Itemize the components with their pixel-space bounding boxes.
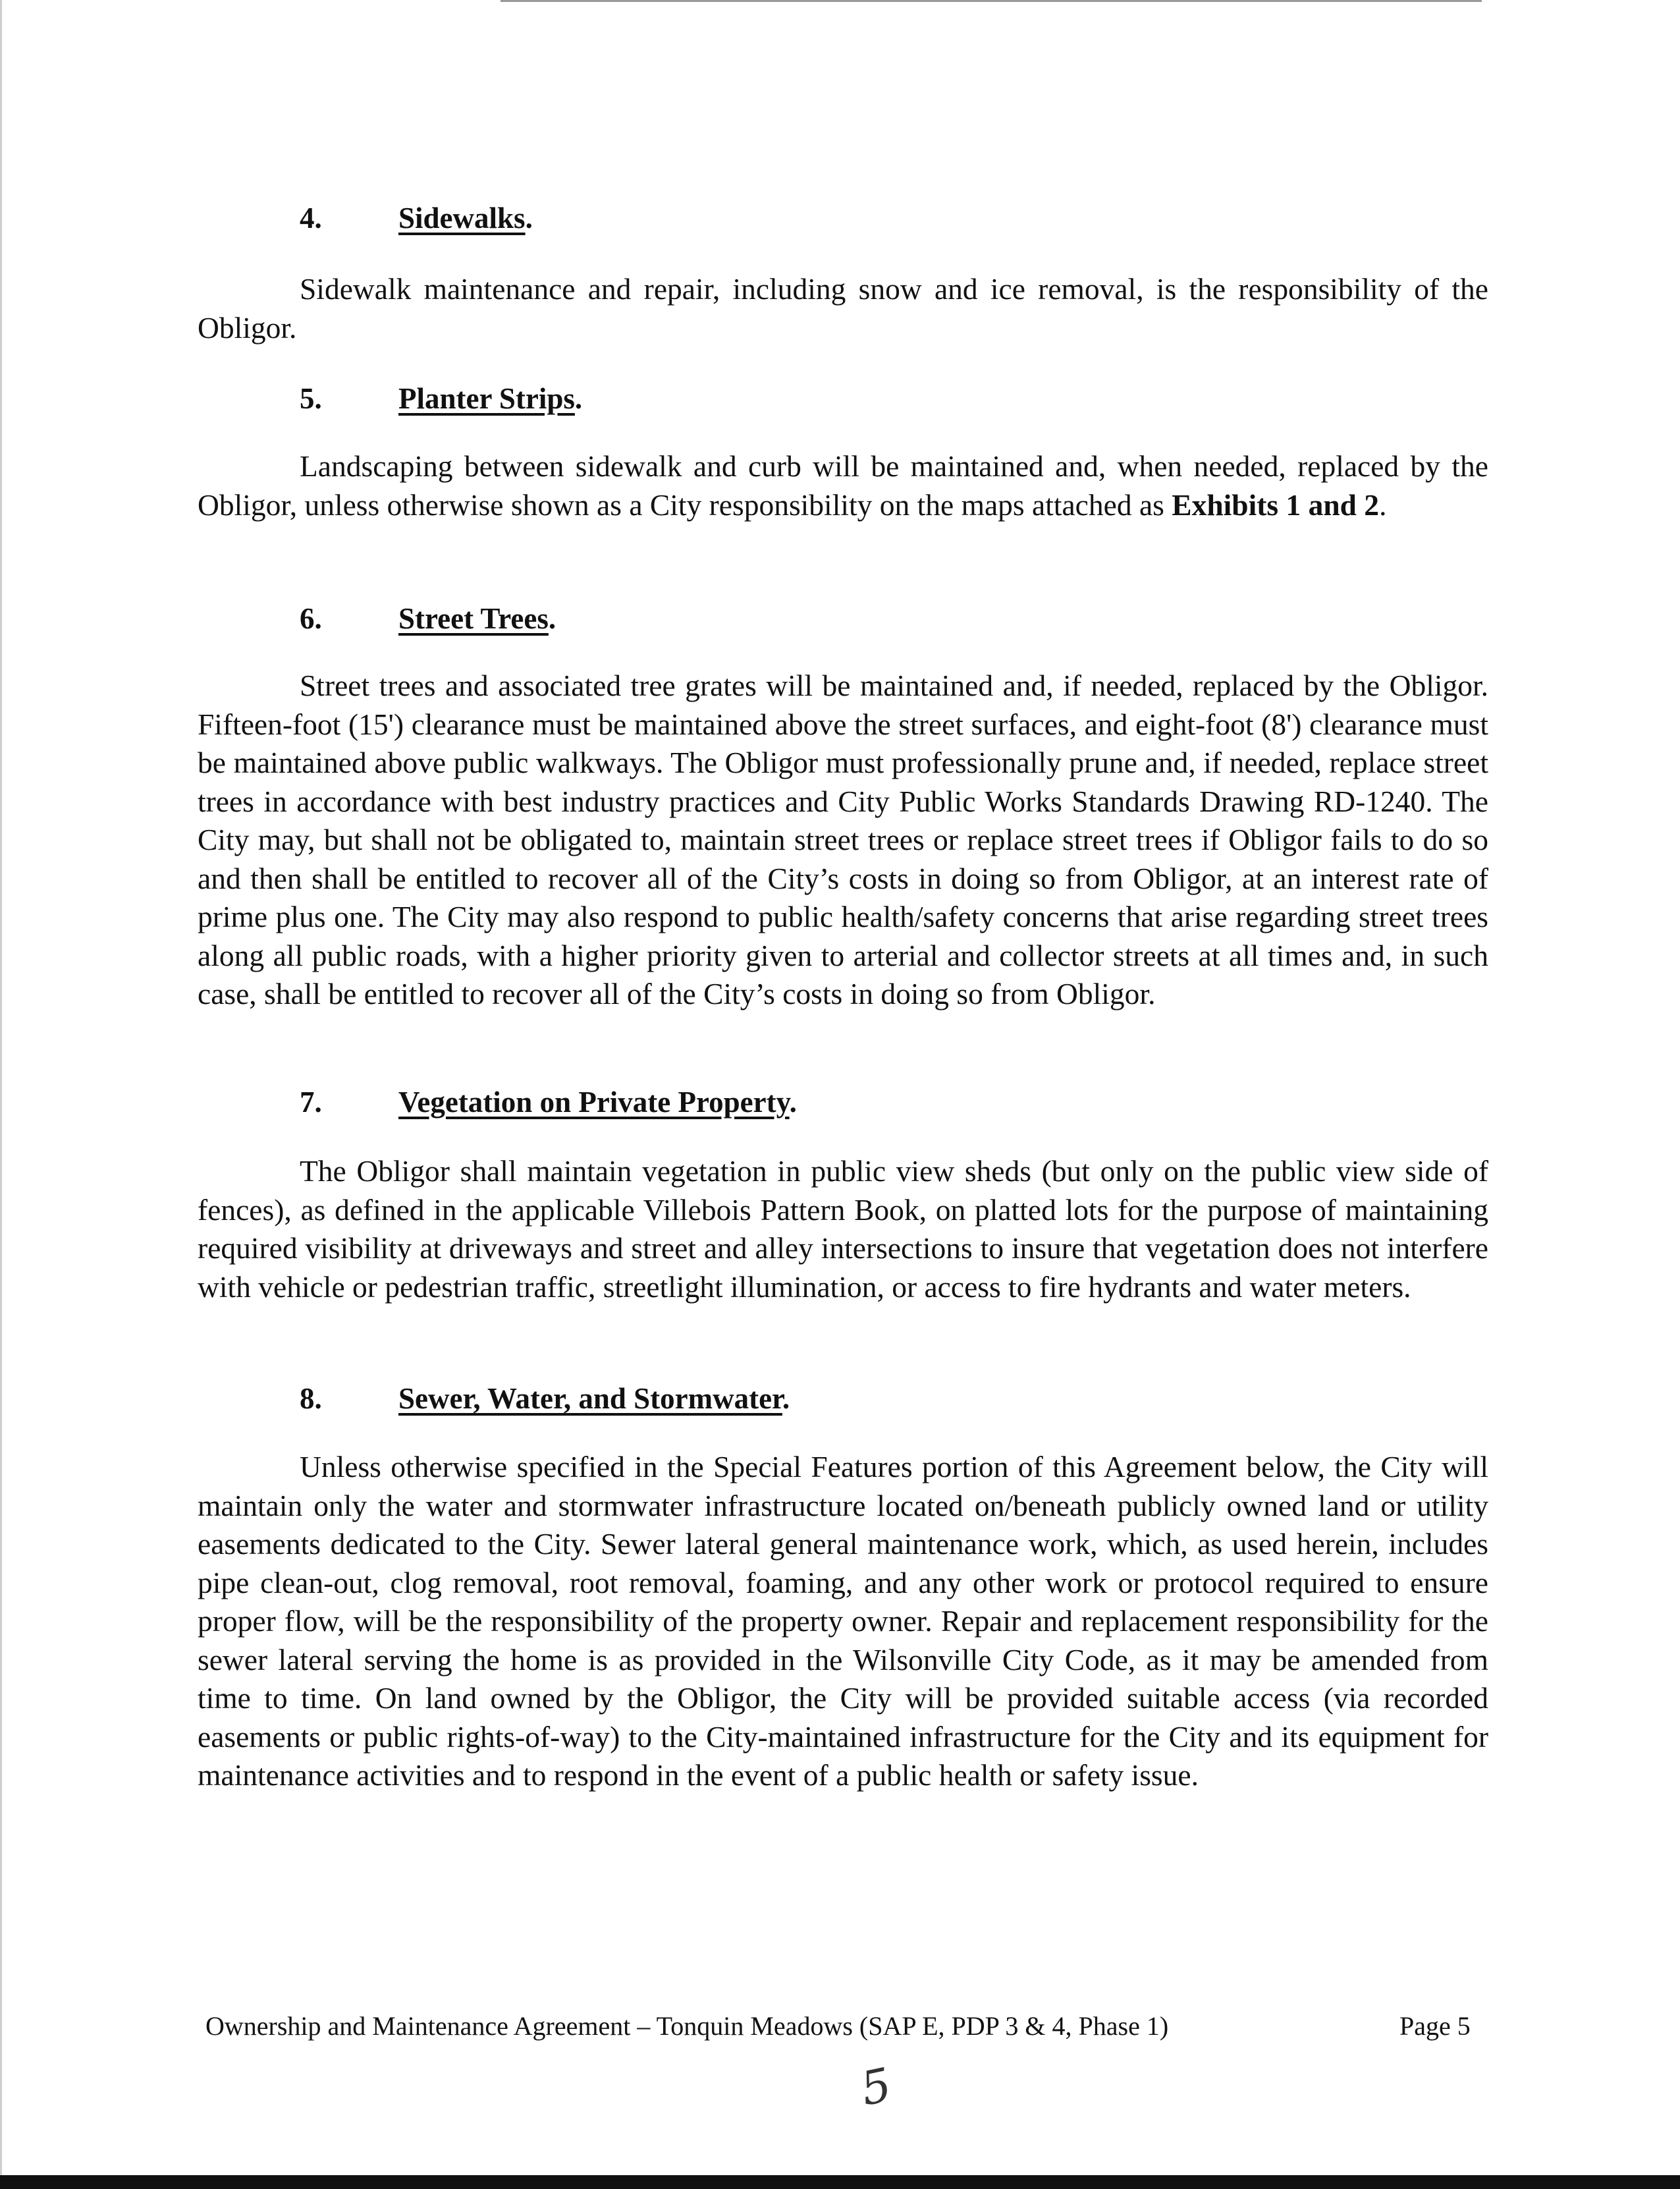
section-paragraph: Street trees and associated tree grates will be maintained and, if needed, replaced by the Obligor. Fifteen-foot (15') clearance must be maintained above the street surfaces, and eight-foot (8') clearance must be maintained above public walkways. The Obligor must professionally prune and, if needed, replace street trees in accordance with best industry practices and City Public Works Standards Drawing RD-1240. The City may, but shall not be obligated to, maintain street trees or replace street trees if Obligor fails to do so and then shall be entitled to recover all of the City’s costs in doing so from Obligor, at an interest rate of prime plus one. The City may also respond to public health/safety concerns that arise regarding street trees along all public roads, with a higher priority given to arterial and collector streets at all times and, in such case, shall be entitled to recover all of the City’s costs in doing so from Obligor. <box>198 669 1488 1011</box>
scan-left-edge <box>0 0 2 2189</box>
paragraph-text: Landscaping between sidewalk and curb will be maintained and, when needed, replaced by the Obligor, unless otherwise shown as a City responsibility on the maps attached as <box>198 449 1488 522</box>
section-paragraph: The Obligor shall maintain vegetation in public view sheds (but only on the public view side of fences), as defined in the applicable Villebois Pattern Book, on platted lots for the purpose of maintaining required visibility at driveways and street and alley intersections to insure that vegetation does not interfere with vehicle or pedestrian traffic, streetlight illumination, or access to fire hydrants and water meters. <box>198 1154 1488 1304</box>
section-heading: 5. Planter Strips. <box>300 379 582 418</box>
scan-top-edge <box>501 0 1482 2</box>
section-paragraph: Sidewalk maintenance and repair, including snow and ice removal, is the responsibility of the Obligor. <box>198 272 1488 345</box>
handwritten-page-number: 5 <box>855 2057 896 2117</box>
section-heading: 7. Vegetation on Private Property. <box>300 1083 797 1121</box>
section-heading: 4. Sidewalks. <box>300 199 533 237</box>
section-title: Planter Strips <box>398 382 575 415</box>
section-number: 8. <box>300 1382 322 1415</box>
section-number: 4. <box>300 202 322 235</box>
footer-document-title: Ownership and Maintenance Agreement – Tonquin Meadows (SAP E, PDP 3 & 4, Phase 1) <box>205 2011 1169 2041</box>
section-title: Vegetation on Private Property <box>398 1086 790 1119</box>
section-number: 7. <box>300 1086 322 1119</box>
section-number: 5. <box>300 382 322 415</box>
section-heading: 8. Sewer, Water, and Stormwater. <box>300 1379 790 1418</box>
section-title: Street Trees <box>398 602 549 635</box>
scan-bottom-edge <box>0 2175 1680 2189</box>
section-title: Sewer, Water, and Stormwater <box>398 1382 782 1415</box>
section-paragraph: Unless otherwise specified in the Special Features portion of this Agreement below, the City will maintain only the water and stormwater infrastructure located on/beneath publicly owned land or utility easements dedicated to the City. Sewer lateral general maintenance work, which, as used herein, includes pipe clean-out, clog removal, root removal, foaming, and any other work or protocol required to ensure proper flow, will be the responsibility of the property owner. Repair and replacement responsibility for the sewer lateral serving the home is as provided in the Wilsonville City Code, as it may be amended from time to time. On land owned by the Obligor, the City will be provided suitable access (via recorded easements or public rights-of-way) to the City-maintained infrastructure for the City and its equipment for maintenance activities and to respond in the event of a public health or safety issue. <box>198 1450 1488 1792</box>
paragraph-text-end: . <box>1379 487 1387 522</box>
footer-page-number: Page 5 <box>1399 2011 1471 2041</box>
section-number: 6. <box>300 602 322 635</box>
section-heading: 6. Street Trees. <box>300 599 556 638</box>
exhibits-reference: Exhibits 1 and 2 <box>1172 487 1380 522</box>
section-paragraph <box>198 447 1488 524</box>
section-title: Sidewalks <box>398 202 526 235</box>
